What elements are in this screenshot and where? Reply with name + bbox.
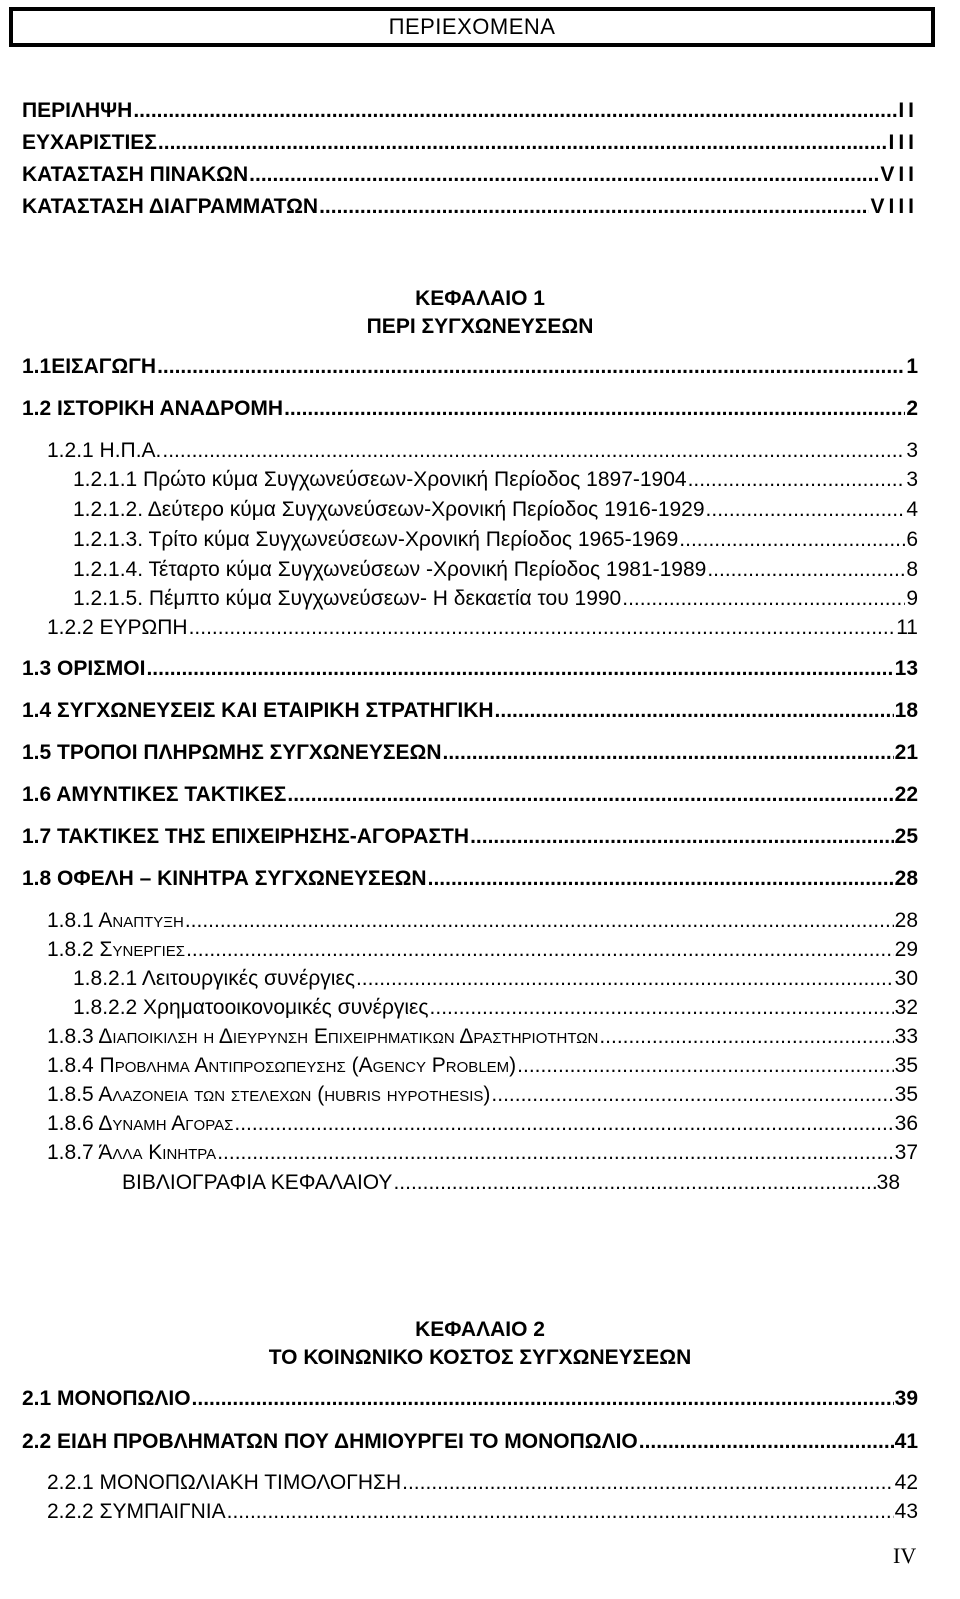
dot-leader — [599, 1024, 893, 1050]
dot-leader — [679, 527, 905, 553]
toc-entry-page: 6 — [906, 528, 918, 551]
toc-entry[interactable] — [73, 467, 918, 493]
dot-leader — [217, 1140, 893, 1166]
toc-entry-label: 2.2.1 ΜΟΝΟΠΩΛΙΑΚΗ ΤΙΜΟΛΟΓΗΣΗ — [47, 1471, 402, 1494]
toc-entry-label: 1.2 ΙΣΤΟΡΙΚΗ ΑΝΑΔΡΟΜΗ — [22, 397, 284, 420]
dot-leader — [162, 438, 905, 464]
toc-entry-page: 3 — [906, 468, 918, 491]
toc-entry-label: 1.3 ΟΡΙΣΜΟΙ — [22, 657, 146, 680]
toc-entry[interactable] — [22, 1386, 918, 1412]
dot-leader — [227, 1499, 894, 1525]
toc-entry-label: 1.8.2.1 Λειτουργικές συνέργιες — [73, 967, 355, 990]
toc-entry-page: 11 — [896, 616, 918, 639]
dot-leader — [639, 1429, 894, 1455]
toc-entry[interactable] — [73, 527, 918, 553]
toc-entry[interactable] — [73, 497, 918, 523]
dot-leader — [249, 162, 879, 188]
toc-entry-page: 36 — [894, 1112, 918, 1135]
toc-entry-label: 1.2.2 ΕΥΡΩΠΗ — [47, 616, 188, 639]
toc-entry[interactable] — [122, 1170, 900, 1196]
toc-entry-label: 1.2.1.4. Τέταρτο κύμα Συγχωνεύσεων -Χρονική Περίοδος 1981-1989 — [73, 558, 707, 581]
toc-entry-page: 1 — [906, 355, 918, 378]
toc-entry[interactable] — [22, 98, 918, 124]
toc-entry-page: 38 — [876, 1171, 900, 1194]
toc-entry[interactable] — [47, 1053, 918, 1079]
toc-entry-label: 1.6 ΑΜΥΝΤΙΚΕΣ ΤΑΚΤΙΚΕΣ — [22, 783, 287, 806]
dot-leader — [622, 586, 905, 612]
toc-entry-page: VIII — [870, 195, 918, 218]
toc-entry[interactable] — [47, 937, 918, 963]
dot-leader — [158, 130, 888, 156]
dot-leader — [185, 908, 894, 934]
dot-leader — [470, 824, 894, 850]
toc-entry-page: 28 — [894, 909, 918, 932]
toc-entry-label: ΠΕΡΙΛΗΨΗ — [22, 99, 133, 122]
toc-entry-page: VII — [880, 163, 918, 186]
toc-entry-label: 1.8.1 Αναπτυξη — [47, 909, 184, 932]
toc-entry-label: ΕΥΧΑΡΙΣΤΙΕΣ — [22, 131, 157, 154]
toc-entry-page: 29 — [894, 938, 918, 961]
dot-leader — [133, 98, 897, 124]
toc-entry-label: 1.8.3 Διαποικιλση η Διευρυνση Επιχειρηματικων Δραστηριοτητων — [47, 1025, 599, 1048]
dot-leader — [707, 557, 905, 583]
dot-leader — [428, 866, 894, 892]
toc-entry-label: 1.5 ΤΡΟΠΟΙ ΠΛΗΡΩΜΗΣ ΣΥΓΧΩΝΕΥΣΕΩΝ — [22, 741, 442, 764]
toc-entry-label: 1.8.2 Συνεργιες — [47, 938, 186, 961]
toc-entry[interactable] — [22, 354, 918, 380]
toc-entry[interactable] — [73, 995, 918, 1021]
toc-entry-label: 1.8.4 Προβλημα Αντιπροσωπευσης (Agency Problem) — [47, 1054, 517, 1077]
toc-entry-label: 1.8.5 Αλαζονεια των στελεχων (hubris hypothesis) — [47, 1083, 491, 1106]
toc-entry-label: 1.2.1.1 Πρώτο κύμα Συγχωνεύσεων-Χρονική Περίοδος 1897-1904 — [73, 468, 687, 491]
toc-entry[interactable] — [73, 586, 918, 612]
toc-entry-page: 2 — [906, 397, 918, 420]
toc-entry-page: 43 — [894, 1500, 918, 1523]
toc-entry-label: 2.2.2 ΣΥΜΠΑΙΓΝΙΑ — [47, 1500, 226, 1523]
toc-entry-page: 42 — [894, 1471, 918, 1494]
toc-entry-label: ΚΑΤΑΣΤΑΣΗ ΔΙΑΓΡΑΜΜΑΤΩΝ — [22, 195, 319, 218]
toc-entry-label: ΒΙΒΛΙΟΓΡΑΦΙΑ ΚΕΦΑΛΑΙΟΥ — [122, 1171, 393, 1194]
dot-leader — [688, 467, 906, 493]
toc-entry[interactable] — [47, 1140, 918, 1166]
toc-entry[interactable] — [22, 782, 918, 808]
toc-entry[interactable] — [22, 656, 918, 682]
toc-entry-page: 3 — [906, 439, 918, 462]
dot-leader — [234, 1111, 893, 1137]
toc-entry[interactable] — [47, 1470, 918, 1496]
toc-entry-label: 1.8.2.2 Χρηματοοικονομικές συνέργιες — [73, 996, 429, 1019]
toc-entry-label: 1.8.6 Δυναμη Αγορας — [47, 1112, 234, 1135]
dot-leader — [491, 1082, 893, 1108]
toc-entry-page: 35 — [894, 1054, 918, 1077]
toc-entry[interactable] — [22, 194, 918, 220]
toc-entry[interactable] — [47, 615, 918, 641]
toc-entry-page: 35 — [894, 1083, 918, 1106]
toc-entry[interactable] — [47, 1111, 918, 1137]
dot-leader — [319, 194, 869, 220]
page-title: ΠΕΡΙΕΧΟΜΕΝΑ — [388, 14, 556, 39]
toc-entry[interactable] — [22, 1429, 918, 1455]
toc-entry[interactable] — [47, 1024, 918, 1050]
toc-entry-page: 9 — [906, 587, 918, 610]
toc-entry-label: 1.2.1.3. Τρίτο κύμα Συγχωνεύσεων-Χρονική Περίοδος 1965-1969 — [73, 528, 679, 551]
toc-entry-page: 21 — [894, 741, 918, 764]
toc-entry-label: 1.2.1 Η.Π.Α. — [47, 439, 162, 462]
toc-entry-page: II — [898, 99, 918, 122]
toc-entry[interactable] — [22, 824, 918, 850]
toc-entry-page: 41 — [894, 1430, 918, 1453]
toc-entry-page: 22 — [894, 783, 918, 806]
toc-entry-label: ΚΑΤΑΣΤΑΣΗ ΠΙΝΑΚΩΝ — [22, 163, 249, 186]
toc-entry-label: 1.8.7 Άλλα Κινητρα — [47, 1141, 217, 1164]
dot-leader — [402, 1470, 894, 1496]
toc-entry[interactable] — [22, 162, 918, 188]
toc-entry-label: 1.8 ΟΦΕΛΗ – ΚΙΝΗΤΡΑ ΣΥΓΧΩΝΕΥΣΕΩΝ — [22, 867, 427, 890]
toc-entry-label: 2.2 ΕΙΔΗ ΠΡΟΒΛΗΜΑΤΩΝ ΠΟΥ ΔΗΜΙΟΥΡΓΕΙ ΤΟ ΜΟΝΟΠΩΛΙΟ — [22, 1430, 638, 1453]
toc-entry-label: 1.2.1.5. Πέμπτο κύμα Συγχωνεύσεων- Η δεκαετία του 1990 — [73, 587, 622, 610]
dot-leader — [356, 966, 894, 992]
toc-entry[interactable] — [47, 908, 918, 934]
chapter-title: ΤΟ ΚΟΙΝΩΝΙΚΟ ΚΟΣΤΟΣ ΣΥΓΧΩΝΕΥΣΕΩΝ — [268, 1346, 692, 1369]
toc-entry-page: 13 — [894, 657, 918, 680]
toc-entry-page: 33 — [894, 1025, 918, 1048]
dot-leader — [495, 698, 894, 724]
chapter-heading: ΚΕΦΑΛΑΙΟ 2 — [415, 1318, 545, 1341]
chapter-title: ΠΕΡΙ ΣΥΓΧΩΝΕΥΣΕΩΝ — [366, 315, 594, 338]
toc-entry-page: III — [888, 131, 918, 154]
dot-leader — [443, 740, 894, 766]
dot-leader — [284, 396, 905, 422]
toc-entry[interactable] — [22, 698, 918, 724]
toc-entry-page: 32 — [894, 996, 918, 1019]
dot-leader — [157, 354, 905, 380]
dot-leader — [186, 937, 894, 963]
dot-leader — [146, 656, 893, 682]
toc-entry[interactable] — [22, 866, 918, 892]
toc-entry-page: 8 — [906, 558, 918, 581]
toc-entry[interactable] — [47, 1082, 918, 1108]
toc-entry-page: 4 — [906, 498, 918, 521]
toc-entry[interactable] — [73, 557, 918, 583]
dot-leader — [287, 782, 893, 808]
contents-header-box — [9, 7, 935, 47]
dot-leader — [393, 1170, 875, 1196]
toc-entry-page: 30 — [894, 967, 918, 990]
toc-entry[interactable] — [47, 438, 918, 464]
toc-entry[interactable] — [22, 396, 918, 422]
toc-entry[interactable] — [47, 1499, 918, 1525]
toc-entry-page: 25 — [894, 825, 918, 848]
toc-entry[interactable] — [73, 966, 918, 992]
toc-entry-page: 18 — [894, 699, 918, 722]
toc-entry-label: 1.7 ΤΑΚΤΙΚΕΣ ΤΗΣ ΕΠΙΧΕΙΡΗΣΗΣ-ΑΓΟΡΑΣΤΗ — [22, 825, 470, 848]
dot-leader — [189, 615, 896, 641]
dot-leader — [192, 1386, 894, 1412]
dot-leader — [706, 497, 906, 523]
toc-entry-label: 1.4 ΣΥΓΧΩΝΕΥΣΕΙΣ ΚΑΙ ΕΤΑΙΡΙΚΗ ΣΤΡΑΤΗΓΙΚΗ — [22, 699, 494, 722]
toc-entry[interactable] — [22, 740, 918, 766]
toc-entry-label: 1.2.1.2. Δεύτερο κύμα Συγχωνεύσεων-Χρονική Περίοδος 1916-1929 — [73, 498, 705, 521]
toc-entry-label: 2.1 ΜΟΝΟΠΩΛΙΟ — [22, 1387, 191, 1410]
dot-leader — [517, 1053, 893, 1079]
dot-leader — [430, 995, 894, 1021]
page-number: IV — [893, 1543, 917, 1568]
toc-entry-label: 1.1ΕΙΣΑΓΩΓΗ — [22, 355, 157, 378]
toc-entry-page: 39 — [894, 1387, 918, 1410]
chapter-heading: ΚΕΦΑΛΑΙΟ 1 — [415, 287, 545, 310]
toc-entry-page: 37 — [894, 1141, 918, 1164]
toc-entry[interactable] — [22, 130, 918, 156]
toc-entry-page: 28 — [894, 867, 918, 890]
